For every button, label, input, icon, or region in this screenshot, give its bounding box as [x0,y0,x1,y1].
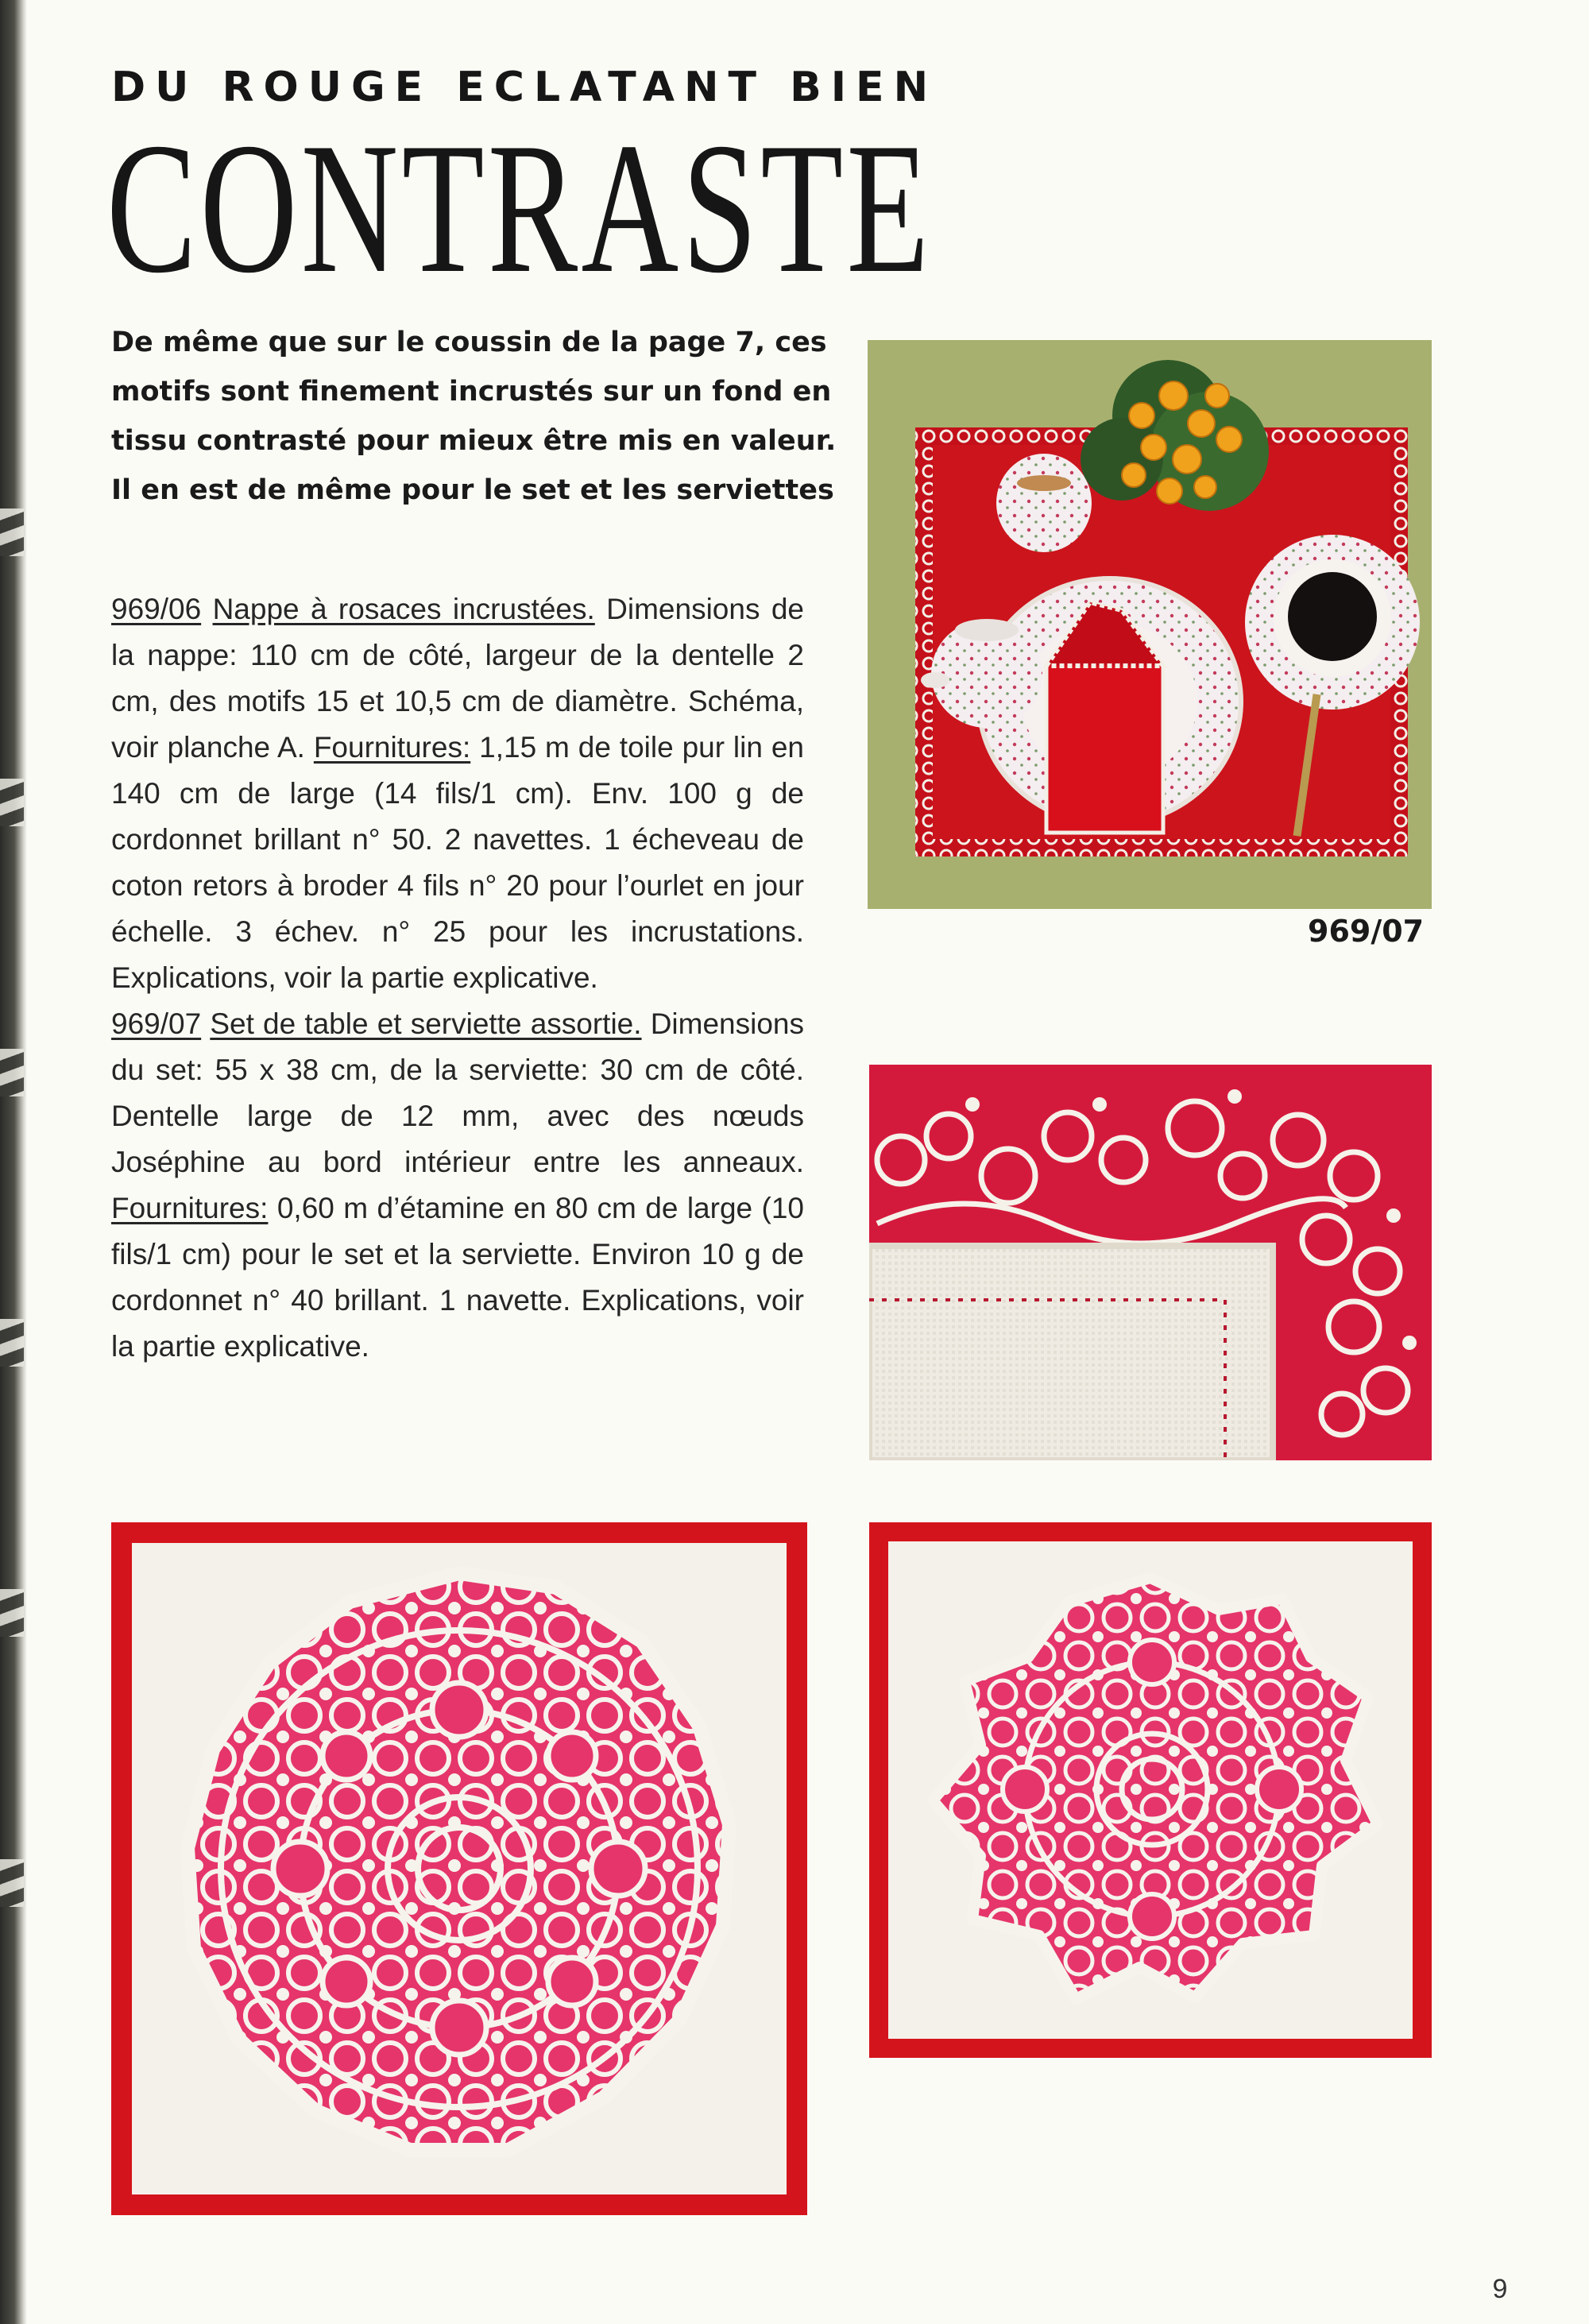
article-body [111,586,804,1370]
intro-line: tissu contrasté pour mieux être mis en valeur. [111,425,837,457]
item-969-06 [111,586,804,1001]
item-supplies: 1,15 m de toile pur lin en 140 cm de large (14 fils/1 cm). Env. 100 g de cordonnet brillant n° 50. 2 navettes. 1 écheveau de coton retors à broder 4 fils n° 20 pour l’ourlet en jour échelle. 3 échev. n° 25 pour les incrustations. Explications, voir la partie explicative. [111,731,804,994]
heading-kicker: DU ROUGE ECLATANT BIEN [111,64,938,111]
item-description: Dimensions du set: 55 x 38 cm, de la serviette: 30 cm de côté. Dentelle large de 12 mm, avec des nœuds Joséphine au bord intérieur entre les anneaux. [111,1007,804,1178]
supplies-label: Fournitures: [313,731,471,764]
intro-line: Il en est de même pour le set et les serviettes [111,474,834,506]
item-name: Nappe à rosaces incrustées. [212,593,595,625]
item-ref: 969/07 [111,1007,202,1040]
page-number: 9 [1492,2274,1508,2304]
lace-edge-photo [869,1065,1432,1460]
photo-caption: 969/07 [1308,914,1425,949]
page-edge-strip [0,0,27,2324]
page-title: CONTRASTE [106,105,933,312]
intro-line: De même que sur le coussin de la page 7, ces [111,327,827,358]
item-ref: 969/06 [111,593,202,625]
small-rosette-photo [869,1522,1432,2058]
supplies-label: Fournitures: [111,1192,269,1224]
item-supplies: 0,60 m d’étamine en 80 cm de large (10 fils/1 cm) pour le set et la serviette. Environ 10 g de cordonnet n° 40 brillant. 1 navette. Explications, voir la partie explicative. [111,1192,804,1363]
intro-paragraph [111,318,837,515]
intro-line: motifs sont finement incrustés sur un fond en [111,376,832,408]
item-969-07 [111,1001,804,1370]
item-description: Dimensions de la nappe: 110 cm de côté, largeur de la dentelle 2 cm, des motifs 15 et 10,5 cm de diamètre. Schéma, voir planche A. [111,593,804,764]
table-setting-photo [868,340,1432,909]
item-name: Set de table et serviette assortie. [210,1007,642,1040]
large-rosette-photo [111,1522,807,2215]
